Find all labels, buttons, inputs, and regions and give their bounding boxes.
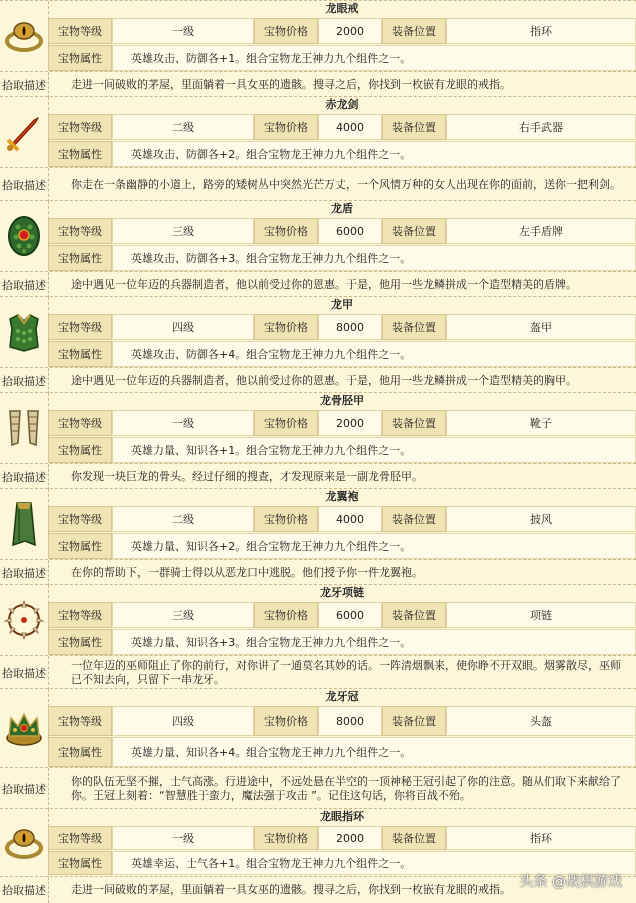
desc-label: 拾取描述 (0, 72, 49, 98)
level-label: 宝物等级 (48, 410, 112, 436)
price-value: 2000 (318, 410, 382, 436)
level-label: 宝物等级 (48, 114, 112, 140)
price-value: 6000 (318, 602, 382, 628)
price-label: 宝物价格 (254, 602, 318, 628)
sword-icon (0, 97, 49, 167)
slot-value: 指环 (446, 18, 636, 44)
desc-text: 途中遇见一位年迈的兵器制造者，他以前受过你的恩惠。于是，他用一些龙鳞拼成一个造型精美的胸甲。 (71, 374, 577, 387)
level-value: 一级 (112, 410, 254, 436)
slot-value: 指环 (446, 826, 636, 850)
desc-row (0, 367, 636, 394)
price-label: 宝物价格 (254, 506, 318, 532)
armor-icon (0, 297, 49, 367)
attr-label: 宝物属性 (48, 533, 112, 559)
slot-value: 右手武器 (446, 114, 636, 140)
desc-label: 拾取描述 (0, 168, 49, 202)
attr-value: 英雄攻击、防御各+3。组合宝物龙王神力九个组件之一。 (112, 245, 636, 271)
artifact-block (0, 200, 636, 296)
slot-label: 装备位置 (382, 314, 446, 340)
price-value: 4000 (318, 114, 382, 140)
shield-icon (0, 201, 49, 271)
attr-value: 英雄攻击、防御各+4。组合宝物龙王神力九个组件之一。 (112, 341, 636, 367)
level-value: 一级 (112, 826, 254, 850)
desc-text: 途中遇见一位年迈的兵器制造者，他以前受过你的恩惠。于是，他用一些龙鳞拼成一个造型精美的盾牌。 (71, 278, 577, 291)
cloak-icon (0, 489, 49, 559)
slot-value: 靴子 (446, 410, 636, 436)
artifact-name: 赤龙剑 (325, 98, 359, 111)
crown-icon (0, 689, 49, 767)
desc-row (0, 559, 636, 586)
desc-label: 拾取描述 (0, 768, 49, 810)
attr-label: 宝物属性 (48, 341, 112, 367)
desc-row (0, 767, 636, 810)
level-value: 四级 (112, 314, 254, 340)
slot-label: 装备位置 (382, 410, 446, 436)
level-value: 二级 (112, 114, 254, 140)
attr-value: 英雄力量、知识各+4。组合宝物龙王神力九个组件之一。 (112, 737, 636, 767)
desc-label: 拾取描述 (0, 560, 49, 586)
level-value: 二级 (112, 506, 254, 532)
level-label: 宝物等级 (48, 602, 112, 628)
price-label: 宝物价格 (254, 218, 318, 244)
slot-value: 左手盾牌 (446, 218, 636, 244)
desc-row (0, 71, 636, 98)
price-value: 8000 (318, 706, 382, 736)
desc-row (0, 463, 636, 490)
desc-label: 拾取描述 (0, 464, 49, 490)
desc-label: 拾取描述 (0, 656, 49, 690)
desc-text: 一位年迈的巫师阻止了你的前行，对你讲了一通莫名其妙的话。一阵清烟飘来，使你睁不开双眼。烟雾散尽，巫师已不知去向，只留下一串龙牙。 (71, 659, 621, 686)
artifact-name: 龙骨胫甲 (320, 394, 364, 407)
artifact-name: 龙眼戒 (325, 2, 359, 15)
artifact-block (0, 688, 636, 808)
attr-value: 英雄攻击、防御各+2。组合宝物龙王神力九个组件之一。 (112, 141, 636, 167)
desc-row (0, 655, 636, 690)
price-value: 2000 (318, 18, 382, 44)
desc-label: 拾取描述 (0, 368, 49, 394)
desc-row (0, 271, 636, 298)
artifact-name: 龙盾 (331, 202, 353, 215)
artifact-name: 龙牙冠 (325, 690, 359, 703)
attr-label: 宝物属性 (48, 141, 112, 167)
artifact-block (0, 584, 636, 688)
artifact-block (0, 392, 636, 488)
level-label: 宝物等级 (48, 314, 112, 340)
slot-label: 装备位置 (382, 114, 446, 140)
price-value: 6000 (318, 218, 382, 244)
desc-text: 走进一间破败的茅屋，里面躺着一具女巫的遗骸。搜寻之后，你找到一枚嵌有龙眼的戒指。 (71, 78, 511, 91)
attr-value: 英雄力量、知识各+1。组合宝物龙王神力九个组件之一。 (112, 437, 636, 463)
artifact-name: 龙甲 (331, 298, 353, 311)
artifact-name: 龙翼袍 (325, 490, 359, 503)
price-value: 8000 (318, 314, 382, 340)
desc-text: 你的队伍无坚不摧，士气高涨。行进途中，不远处悬在半空的一顶神秘王冠引起了你的注意。随从们取下来献给了你。王冠上刻着：“智慧胜于蛮力，魔法强于攻击 ”。记住这句话，你将百战不殆。 (71, 775, 621, 802)
attr-label: 宝物属性 (48, 45, 112, 71)
artifact-block (0, 488, 636, 584)
desc-text: 走进一间破败的茅屋，里面躺着一具女巫的遗骸。搜寻之后，你找到一枚嵌有龙眼的戒指。 (71, 883, 511, 896)
desc-text: 你发现一块巨龙的骨头。经过仔细的搜查，才发现原来是一副龙骨胫甲。 (71, 470, 423, 483)
slot-label: 装备位置 (382, 218, 446, 244)
attr-label: 宝物属性 (48, 245, 112, 271)
slot-value: 项链 (446, 602, 636, 628)
slot-value: 披风 (446, 506, 636, 532)
price-value: 4000 (318, 506, 382, 532)
desc-text: 你走在一条幽静的小道上，路旁的矮树丛中突然光芒万丈，一个风情万种的女人出现在你的面前，送你一把利剑。 (71, 178, 621, 191)
price-label: 宝物价格 (254, 114, 318, 140)
attr-label: 宝物属性 (48, 851, 112, 875)
price-label: 宝物价格 (254, 706, 318, 736)
desc-label: 拾取描述 (0, 272, 49, 298)
level-label: 宝物等级 (48, 706, 112, 736)
slot-label: 装备位置 (382, 602, 446, 628)
slot-label: 装备位置 (382, 826, 446, 850)
price-label: 宝物价格 (254, 410, 318, 436)
attr-value: 英雄力量、知识各+3。组合宝物龙王神力九个组件之一。 (112, 629, 636, 655)
artifact-block (0, 296, 636, 392)
level-label: 宝物等级 (48, 506, 112, 532)
slot-value: 盔甲 (446, 314, 636, 340)
ring-icon (0, 1, 49, 71)
level-value: 四级 (112, 706, 254, 736)
slot-label: 装备位置 (382, 18, 446, 44)
level-label: 宝物等级 (48, 826, 112, 850)
desc-label: 拾取描述 (0, 877, 49, 903)
level-value: 三级 (112, 218, 254, 244)
artifact-block (0, 0, 636, 96)
price-label: 宝物价格 (254, 314, 318, 340)
slot-label: 装备位置 (382, 706, 446, 736)
greaves-icon (0, 393, 49, 463)
artifact-name: 龙眼指环 (320, 810, 364, 823)
slot-value: 头盔 (446, 706, 636, 736)
slot-label: 装备位置 (382, 506, 446, 532)
desc-row (0, 167, 636, 202)
price-value: 2000 (318, 826, 382, 850)
desc-text: 在你的帮助下，一群骑士得以从恶龙口中逃脱。他们授予你一件龙翼袍。 (71, 566, 423, 579)
watermark: 头条 @战棋游戏 (519, 874, 622, 890)
level-value: 三级 (112, 602, 254, 628)
attr-label: 宝物属性 (48, 437, 112, 463)
attr-value: 英雄幸运、士气各+1。组合宝物龙王神力九个组件之一。 (112, 851, 636, 875)
price-label: 宝物价格 (254, 826, 318, 850)
attr-label: 宝物属性 (48, 629, 112, 655)
level-value: 一级 (112, 18, 254, 44)
attr-label: 宝物属性 (48, 737, 112, 767)
artifact-name: 龙牙项链 (320, 586, 364, 599)
level-label: 宝物等级 (48, 18, 112, 44)
ring-icon (0, 809, 49, 876)
attr-value: 英雄力量、知识各+2。组合宝物龙王神力九个组件之一。 (112, 533, 636, 559)
artifact-block (0, 96, 636, 200)
attr-value: 英雄攻击、防御各+1。组合宝物龙王神力九个组件之一。 (112, 45, 636, 71)
price-label: 宝物价格 (254, 18, 318, 44)
level-label: 宝物等级 (48, 218, 112, 244)
necklace-icon (0, 585, 49, 655)
